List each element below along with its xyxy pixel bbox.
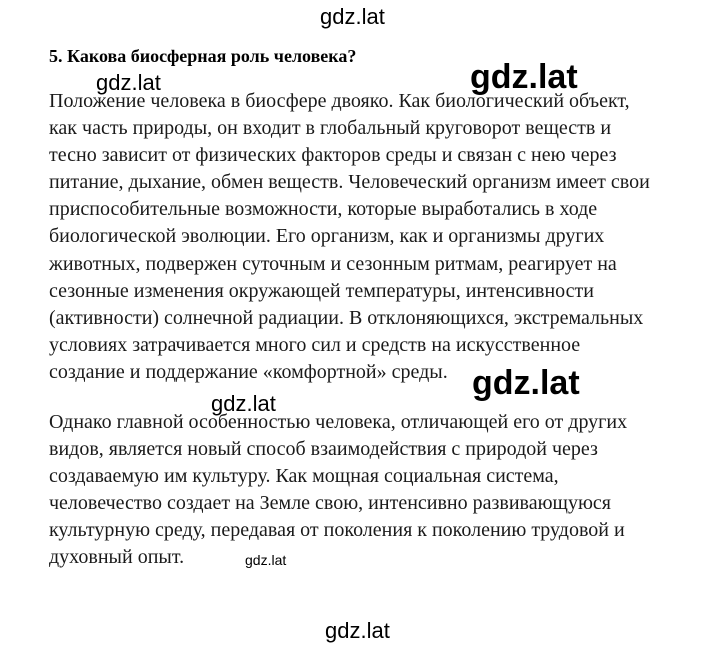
watermark-small: gdz.lat [245,552,287,568]
watermark-right-upper: gdz.lat [470,58,578,96]
watermark-left-upper: gdz.lat [96,70,161,95]
paragraph-line: питание, дыхание, обмен веществ. Человеческий организм имеет свои [49,171,650,194]
paragraph-line: создаваемую им культуру. Как мощная социальная система, [49,465,559,488]
watermark-left-lower: gdz.lat [211,391,276,416]
question-heading: 5. Какова биосферная роль человека? [49,46,357,66]
paragraph-line: культурную среду, передавая от поколения к поколению трудовой и [49,519,625,542]
paragraph-line: приспособительные возможности, которые выработались в ходе [49,198,598,221]
paragraph-line: Однако главной особенностью человека, отличающей его от других [49,411,628,433]
answer-paragraph-2 [49,409,627,572]
paragraph-line: видов, является новый способ взаимодействия с природой через [49,438,598,461]
answer-paragraph-1 [49,88,650,386]
paragraph-line: (активности) солнечной радиации. В отклоняющихся, экстремальных [49,306,644,329]
watermark-right-lower: gdz.lat [472,364,580,402]
paragraph-line: духовный опыт. [49,546,185,569]
watermark-bottom: gdz.lat [325,618,390,643]
paragraph-line: Положение человека в биосфере двояко. Как биологический объект, [49,90,630,112]
watermark-top: gdz.lat [320,4,385,29]
paragraph-line: человечество создает на Земле свою, интенсивно развивающуюся [49,492,611,515]
paragraph-line: сезонные изменения окружающей температуры, интенсивности [49,279,594,302]
paragraph-line: биологической эволюции. Его организм, как и организмы других [49,225,605,248]
paragraph-line: условиях затрачивается много сил и средств на искусственное [49,333,581,356]
paragraph-line: тесно зависит от физических факторов среды и связан с нею через [49,144,617,167]
paragraph-line: создание и поддержание «комфортной» среды. [49,360,448,383]
paragraph-line: как часть природы, он входит в глобальный круговорот веществ и [49,117,612,140]
paragraph-line: животных, подвержен суточным и сезонным ритмам, реагирует на [49,252,617,275]
